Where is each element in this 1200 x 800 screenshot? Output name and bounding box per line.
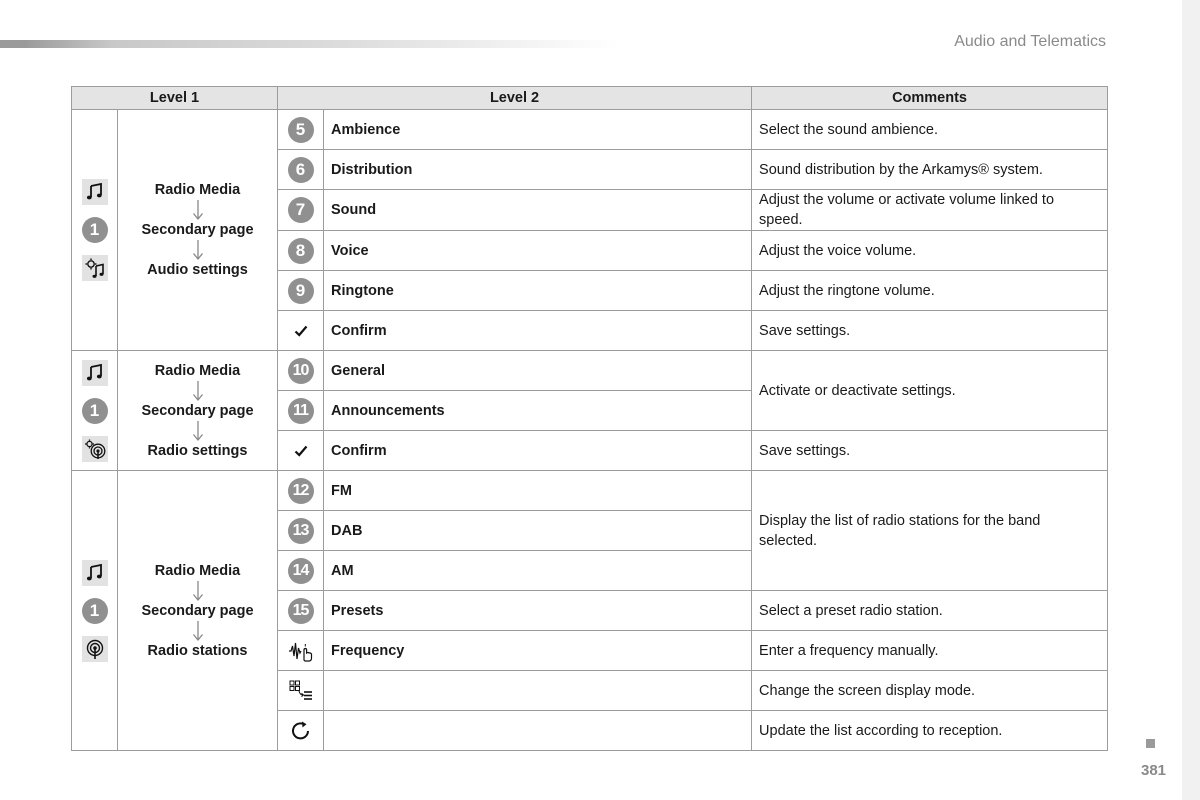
level2-icon-cell <box>278 231 324 271</box>
frequency-touch-icon <box>288 640 314 662</box>
number-badge: 11 <box>288 398 314 424</box>
level1-path-cell <box>118 351 278 471</box>
level2-icon-cell <box>278 591 324 631</box>
refresh-icon <box>289 719 313 743</box>
number-badge: 13 <box>288 518 314 544</box>
comment-cell: Adjust the voice volume. <box>752 231 1108 271</box>
header-level2: Level 2 <box>278 87 752 110</box>
table-row <box>72 471 1108 511</box>
comment-cell: Save settings. <box>752 431 1108 471</box>
level1-icons-cell <box>72 471 118 751</box>
level2-label: AM <box>324 551 752 591</box>
level2-label: Voice <box>324 231 752 271</box>
level2-icon-cell <box>278 551 324 591</box>
level1-icons-cell <box>72 110 118 351</box>
path-step: Secondary page <box>141 602 254 619</box>
section-title: Audio and Telematics <box>954 33 1106 50</box>
level2-label <box>324 711 752 751</box>
header-comments: Comments <box>752 87 1108 110</box>
path-step: Secondary page <box>141 402 254 419</box>
number-badge: 6 <box>288 157 314 183</box>
level2-icon-cell <box>278 471 324 511</box>
check-icon <box>294 324 308 338</box>
level2-icon-cell <box>278 391 324 431</box>
number-badge: 10 <box>288 358 314 384</box>
level2-icon-cell <box>278 711 324 751</box>
level2-label: FM <box>324 471 752 511</box>
step-number-badge: 1 <box>82 217 108 243</box>
comment-cell: Change the screen display mode. <box>752 671 1108 711</box>
level2-label: Ambience <box>324 110 752 150</box>
level2-label: General <box>324 351 752 391</box>
page-marker <box>1146 739 1155 748</box>
top-gradient-bar <box>0 40 620 48</box>
level2-icon-cell <box>278 150 324 190</box>
page-number: 381 <box>1141 762 1167 779</box>
number-badge: 7 <box>288 197 314 223</box>
level2-label <box>324 671 752 711</box>
comment-cell: Update the list according to reception. <box>752 711 1108 751</box>
level2-label: Announcements <box>324 391 752 431</box>
display-mode-icon <box>288 679 314 703</box>
level2-icon-cell <box>278 190 324 231</box>
comment-cell: Adjust the volume or activate volume linked to speed. <box>752 190 1108 231</box>
down-arrow-icon <box>190 580 206 602</box>
level2-label: DAB <box>324 511 752 551</box>
level2-icon-cell <box>278 511 324 551</box>
radio-settings-icon <box>82 436 108 462</box>
level1-icons-cell <box>72 351 118 471</box>
radio-broadcast-icon <box>82 636 108 662</box>
down-arrow-icon <box>190 380 206 402</box>
check-icon <box>294 444 308 458</box>
music-note-icon <box>82 560 108 586</box>
level2-icon-cell <box>278 311 324 351</box>
level1-path-cell <box>118 471 278 751</box>
level2-label: Distribution <box>324 150 752 190</box>
page-edge-strip <box>1182 0 1200 800</box>
number-badge: 5 <box>288 117 314 143</box>
table-row <box>72 351 1108 391</box>
comment-cell: Adjust the ringtone volume. <box>752 271 1108 311</box>
level2-icon-cell <box>278 351 324 391</box>
comment-cell: Enter a frequency manually. <box>752 631 1108 671</box>
comment-cell: Display the list of radio stations for the band selected. <box>752 471 1108 591</box>
level2-label: Confirm <box>324 311 752 351</box>
path-step: Radio Media <box>154 562 241 579</box>
level2-icon-cell <box>278 431 324 471</box>
step-number-badge: 1 <box>82 598 108 624</box>
comment-cell: Activate or deactivate settings. <box>752 351 1108 431</box>
header-level1: Level 1 <box>72 87 278 110</box>
path-step: Radio Media <box>154 362 241 379</box>
comment-cell: Sound distribution by the Arkamys® system. <box>752 150 1108 190</box>
audio-settings-icon <box>82 255 108 281</box>
level2-label: Sound <box>324 190 752 231</box>
number-badge: 8 <box>288 238 314 264</box>
number-badge: 9 <box>288 278 314 304</box>
path-step: Audio settings <box>147 262 248 278</box>
level2-label: Ringtone <box>324 271 752 311</box>
comment-cell: Select the sound ambience. <box>752 110 1108 150</box>
table-header-row <box>72 87 1108 110</box>
number-badge: 15 <box>288 598 314 624</box>
path-step: Radio stations <box>147 642 248 659</box>
level2-icon-cell <box>278 671 324 711</box>
comment-cell: Select a preset radio station. <box>752 591 1108 631</box>
music-note-icon <box>82 179 108 205</box>
level2-label: Frequency <box>324 631 752 671</box>
down-arrow-icon <box>190 420 206 442</box>
settings-table <box>71 86 1108 751</box>
path-step: Radio Media <box>154 182 241 198</box>
step-number-badge: 1 <box>82 398 108 424</box>
comment-cell: Save settings. <box>752 311 1108 351</box>
down-arrow-icon <box>190 239 206 261</box>
level2-label: Confirm <box>324 431 752 471</box>
level2-icon-cell <box>278 110 324 150</box>
number-badge: 14 <box>288 558 314 584</box>
number-badge: 12 <box>288 478 314 504</box>
level1-path-cell <box>118 110 278 351</box>
path-step: Secondary page <box>141 222 254 238</box>
table-row <box>72 110 1108 150</box>
level2-icon-cell <box>278 631 324 671</box>
level2-label: Presets <box>324 591 752 631</box>
level2-icon-cell <box>278 271 324 311</box>
path-step: Radio settings <box>147 442 248 459</box>
down-arrow-icon <box>190 199 206 221</box>
music-note-icon <box>82 360 108 386</box>
down-arrow-icon <box>190 620 206 642</box>
